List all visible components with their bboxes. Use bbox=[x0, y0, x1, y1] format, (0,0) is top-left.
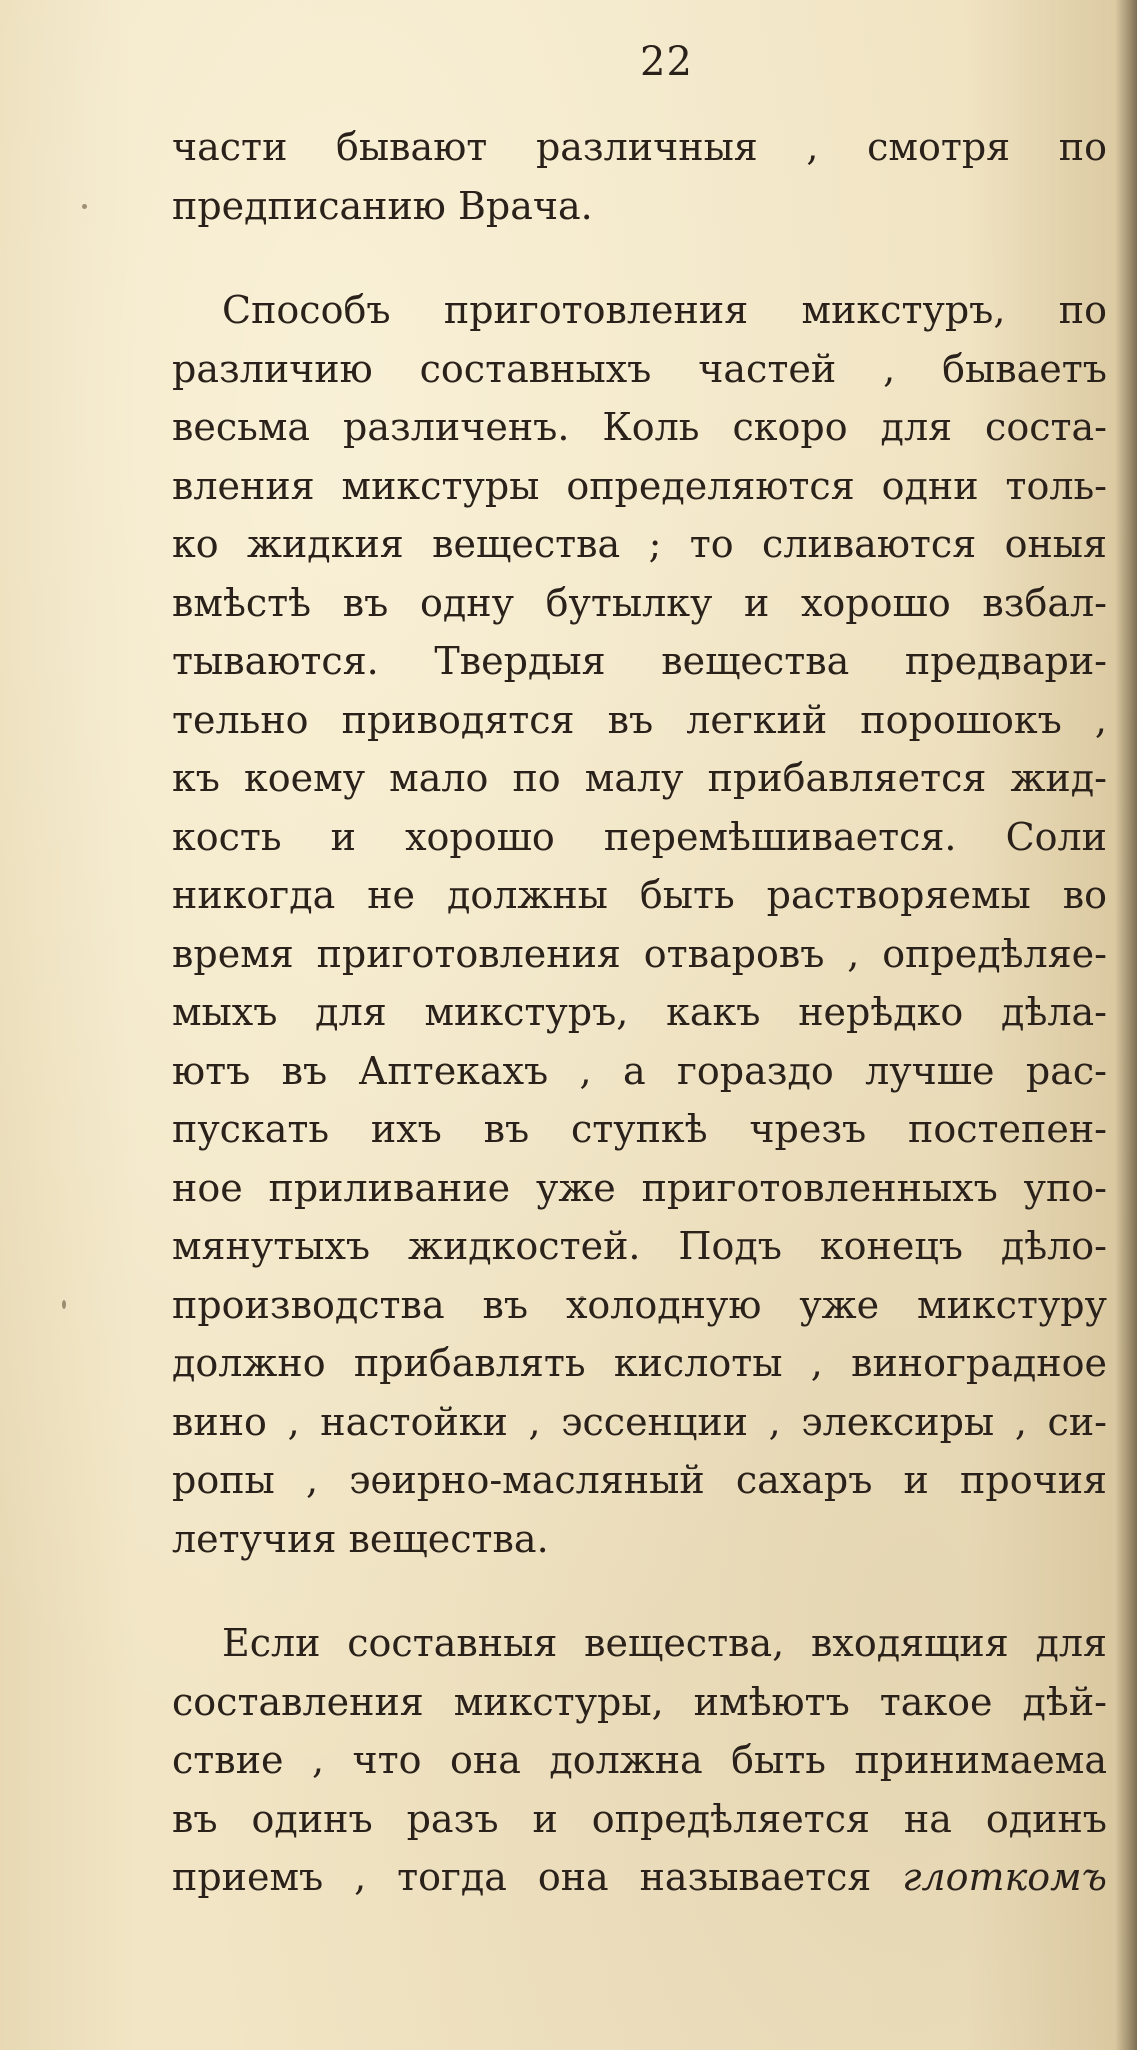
page-number: 22 bbox=[640, 39, 693, 85]
text-line: должно прибавлять кислоты , виноградное bbox=[172, 1341, 1107, 1385]
text-line: составления микстуры, имѣютъ такое дѣй- bbox=[172, 1679, 1107, 1724]
text-line: никогда не должны быть растворяемы во bbox=[172, 873, 1107, 917]
text-line: къ коему мало по малу прибавляется жид- bbox=[172, 756, 1107, 800]
text-line: тываются. Твердыя вещества предвари- bbox=[172, 639, 1107, 683]
paragraph-gap bbox=[172, 1568, 1107, 1614]
text-line: мянутыхъ жидкостей. Подъ конецъ дѣло- bbox=[172, 1224, 1107, 1268]
text-line: пускать ихъ въ ступкѣ чрезъ постепен- bbox=[172, 1107, 1107, 1151]
text-line: кость и хорошо перемѣшивается. Соли bbox=[172, 814, 1107, 859]
text-line: весьма различенъ. Коль скоро для соста- bbox=[172, 405, 1107, 449]
text-line: предписанию Врача. bbox=[172, 183, 593, 228]
text-line: производства въ холодную уже микстуру bbox=[172, 1282, 1107, 1327]
text-line: части бывают различныя , смотря по bbox=[172, 125, 1107, 169]
text-line: различию составныхъ частей , бываетъ bbox=[172, 346, 1107, 391]
text-line: тельно приводятся въ легкий порошокъ , bbox=[172, 697, 1107, 742]
text-line-final bbox=[172, 1848, 1107, 1907]
italic-term: глоткомъ bbox=[902, 1855, 1107, 1899]
text-line: ютъ въ Аптекахъ , а гораздо лучше рас- bbox=[172, 1048, 1107, 1093]
text-segment: приемъ , тогда она называется bbox=[172, 1855, 872, 1899]
text-line: летучия вещества. bbox=[172, 1516, 549, 1561]
body-text bbox=[172, 118, 1107, 1907]
text-line: Если составныя вещества, входящия для bbox=[222, 1621, 1107, 1665]
text-line: время приготовления отваровъ , опредѣляе- bbox=[172, 931, 1107, 976]
text-line: ствие , что она должна быть принимаема bbox=[172, 1738, 1107, 1782]
paper-speck bbox=[82, 204, 87, 209]
text-line: ропы , эѳирно-масляный сахаръ и прочия bbox=[172, 1458, 1107, 1502]
text-line: Способъ приготовления микстуръ, по bbox=[222, 288, 1107, 332]
text-line: вино , настойки , эссенции , элексиры , си- bbox=[172, 1399, 1107, 1444]
text-line: ное приливание уже приготовленныхъ упо- bbox=[172, 1165, 1107, 1210]
page-spine-shadow bbox=[1115, 0, 1137, 2050]
text-line: мыхъ для микстуръ, какъ нерѣдко дѣла- bbox=[172, 990, 1107, 1034]
text-line: вмѣстѣ въ одну бутылку и хорошо взбал- bbox=[172, 580, 1107, 625]
text-line: вления микстуры определяются одни толь- bbox=[172, 463, 1107, 508]
text-line: ко жидкия вещества ; то сливаются оныя bbox=[172, 522, 1107, 566]
paragraph-gap bbox=[172, 235, 1107, 281]
paper-speck bbox=[62, 1300, 66, 1309]
text-line: въ одинъ разъ и опредѣляется на одинъ bbox=[172, 1796, 1107, 1841]
